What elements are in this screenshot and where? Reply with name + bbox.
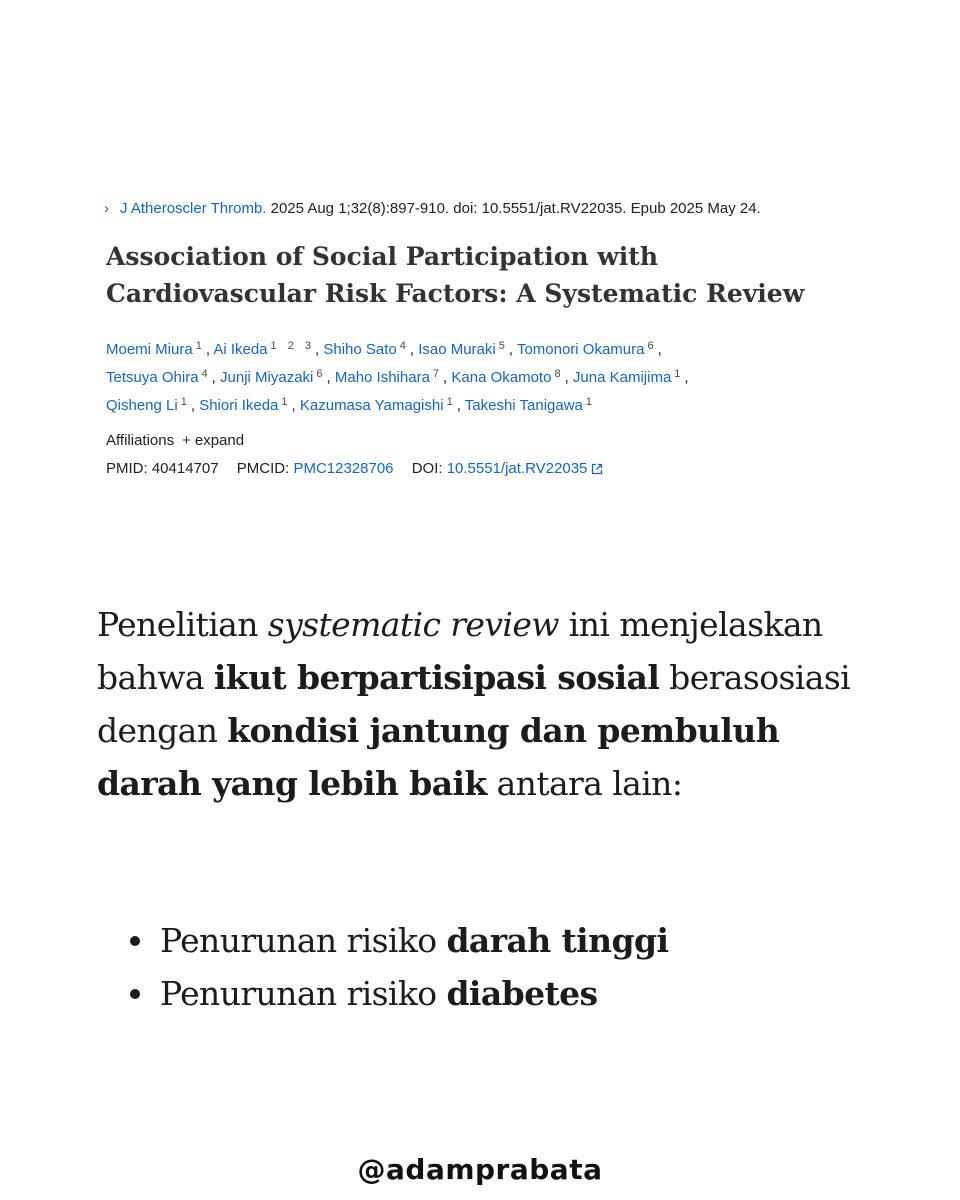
- pmcid-label: PMCID:: [236, 460, 290, 477]
- author-item[interactable]: Takeshi Tanigawa $^1$: [464, 396, 597, 414]
- pmid-value: 40414707: [151, 460, 219, 477]
- author-item[interactable]: Shiho Sato $^4$: [323, 340, 410, 358]
- benefit-list: [130, 914, 668, 1020]
- list-item: Penurunan risiko diabetes: [130, 967, 668, 1020]
- author-item[interactable]: Junji Miyazaki $^6$: [220, 368, 327, 386]
- author-list: Moemi Miura $^1$, Ai Ikeda $^{1 2 3}$, Shiho Sato $^4$, Isao Muraki $^5$, Tomonori Okamura $^6$, Tetsuya Ohira $^4$, Junji Miyazaki $^6$, Maho Ishihara $^7$, Kana Okamoto $^8$, Juna Kamijima $^1$, Qisheng Li $^1$, Shiori Ikeda $^1$, Kazumasa Yamagishi $^1$, Takeshi Tanigawa $^1$: [106, 340, 689, 414]
- article-title: Association of Social Participation with Cardiovascular Risk Factors: A Systematic Review: [106, 242, 805, 308]
- author-item[interactable]: Kana Okamoto $^8$: [451, 368, 565, 386]
- external-link-icon[interactable]: [591, 460, 603, 482]
- summary-paragraph: Penelitian systematic review ini menjelaskan bahwa ikut berpartisipasi sosial berasosiasi dengan kondisi jantung dan pembuluh darah yang lebih baik antara lain:: [97, 605, 851, 803]
- affiliations-label: Affiliations: [106, 432, 175, 449]
- journal-line: [106, 198, 866, 220]
- author-handle: @adamprabata: [357, 1153, 603, 1186]
- expand-affiliations-button[interactable]: expand: [194, 432, 245, 449]
- author-item[interactable]: Kazumasa Yamagishi $^1$: [299, 396, 457, 414]
- list-item: Penurunan risiko darah tinggi: [130, 914, 668, 967]
- pmcid-link[interactable]: PMC12328706: [293, 460, 394, 477]
- author-item[interactable]: Qisheng Li $^1$: [106, 396, 191, 414]
- bold-phrase: kondisi jantung dan pembuluh darah yang lebih baik: [97, 711, 780, 803]
- italic-term: systematic review: [267, 605, 559, 644]
- bullet-icon: [130, 936, 140, 946]
- journal-link[interactable]: J Atheroscler Thromb.: [120, 200, 267, 217]
- bold-phrase: ikut berpartisipasi sosial: [213, 658, 660, 697]
- doi-link[interactable]: 10.5551/jat.RV22035: [446, 460, 588, 477]
- pubmed-citation-card: [106, 198, 866, 482]
- journal-details: 2025 Aug 1;32(8):897-910. doi: 10.5551/jat.RV22035. Epub 2025 May 24.: [270, 200, 761, 217]
- author-item[interactable]: Juna Kamijima $^1$: [572, 368, 685, 386]
- author-item[interactable]: Shiori Ikeda $^1$: [199, 396, 292, 414]
- author-item[interactable]: Maho Ishihara $^7$: [334, 368, 444, 386]
- doi-label: DOI:: [411, 460, 443, 477]
- plus-icon[interactable]: +: [182, 432, 191, 449]
- bullet-icon: [130, 989, 140, 999]
- author-item[interactable]: Moemi Miura $^1$: [106, 340, 206, 358]
- author-item[interactable]: Isao Muraki $^5$: [418, 340, 509, 358]
- author-item[interactable]: Ai Ikeda $^{1 2 3}$: [213, 340, 315, 358]
- author-item[interactable]: Tomonori Okamura $^6$: [516, 340, 658, 358]
- author-item[interactable]: Tetsuya Ohira $^4$: [106, 368, 212, 386]
- identifiers-row: [106, 458, 866, 482]
- pmid-label: PMID:: [106, 460, 148, 477]
- chevron-right-icon[interactable]: ›: [104, 200, 109, 217]
- affiliations-row: [106, 430, 866, 452]
